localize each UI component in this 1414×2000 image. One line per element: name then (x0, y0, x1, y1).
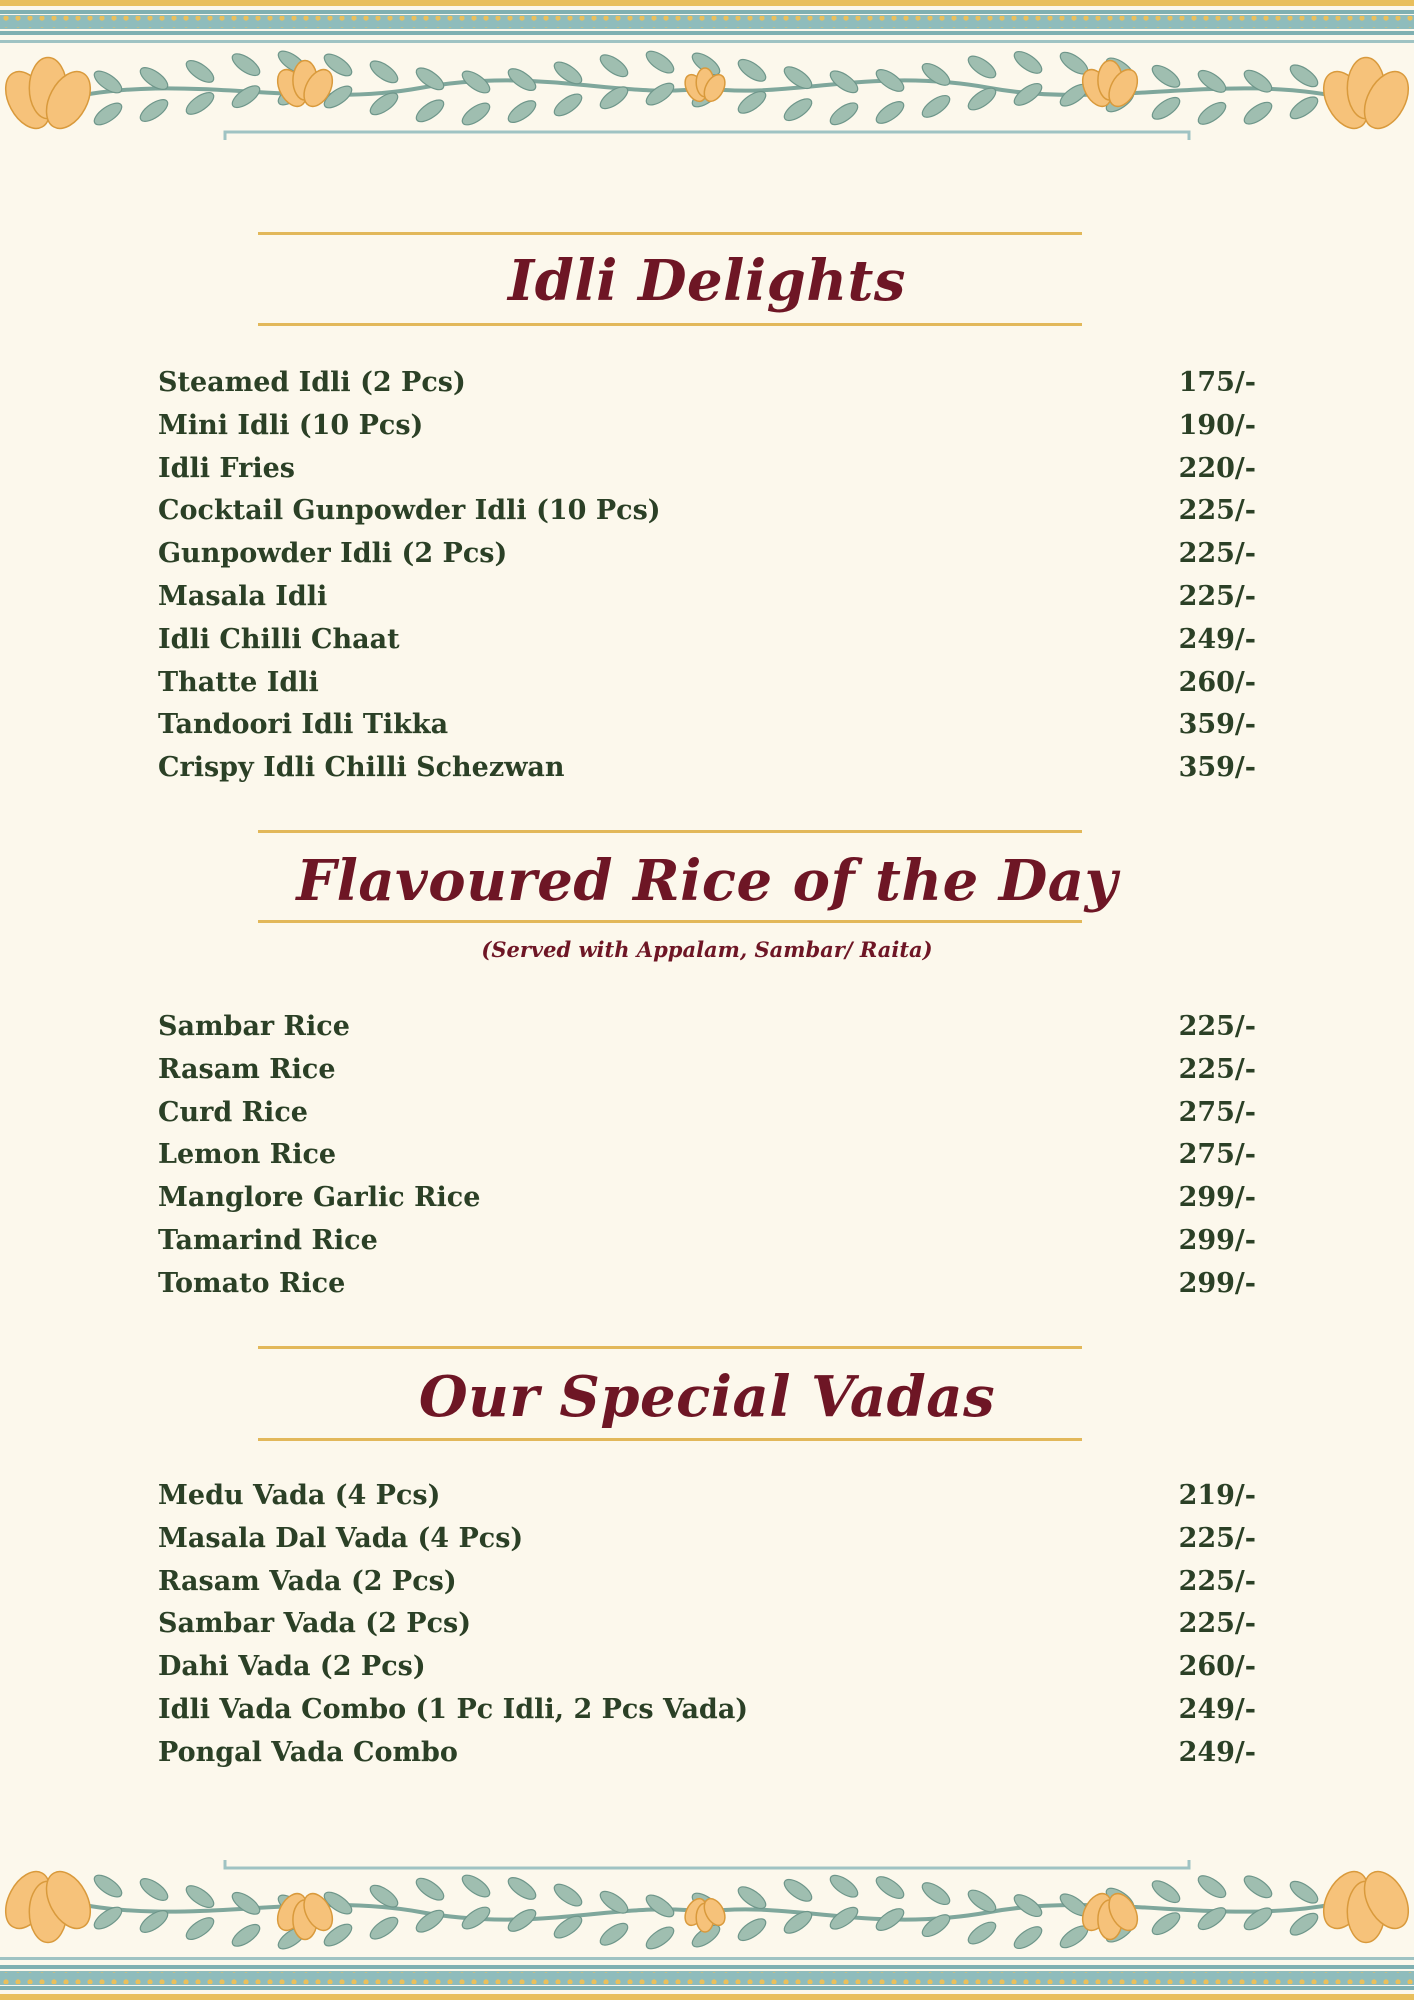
menu-item (158, 405, 1256, 448)
menu-item (158, 1049, 1256, 1092)
menu-item (158, 1092, 1256, 1135)
menu-item-price: 225/- (1178, 580, 1256, 612)
menu-item (158, 1006, 1256, 1049)
menu-item (158, 1220, 1256, 1263)
section-title: Idli Delights (508, 248, 906, 314)
heading-rule-bottom (258, 920, 1082, 923)
menu-item-name: Cocktail Gunpowder Idli (10 Pcs) (158, 495, 661, 527)
menu-item (158, 662, 1256, 705)
menu-item-list (158, 362, 1256, 790)
menu-item-name: Sambar Vada (2 Pcs) (158, 1608, 471, 1640)
menu-item (158, 533, 1256, 576)
section-subtitle: (Served with Appalam, Sambar/ Raita) (481, 937, 933, 962)
menu-item-price: 225/- (1178, 1608, 1256, 1640)
menu-item-name: Lemon Rice (158, 1139, 337, 1171)
menu-item-name: Tomato Rice (158, 1267, 346, 1299)
menu-item (158, 1561, 1256, 1604)
menu-item-name: Masala Idli (158, 580, 328, 612)
menu-item (158, 1646, 1256, 1689)
menu-item (158, 1518, 1256, 1561)
menu-item-price: 225/- (1178, 1522, 1256, 1554)
menu-item-price: 225/- (1178, 1053, 1256, 1085)
menu-item-name: Sambar Rice (158, 1011, 350, 1042)
menu-item-list (158, 1006, 1256, 1306)
menu-item-name: Idli Vada Combo (1 Pc Idli, 2 Pcs Vada) (158, 1693, 749, 1725)
menu-item (158, 1263, 1256, 1306)
menu-item-price: 260/- (1178, 1651, 1256, 1683)
menu-item-name: Medu Vada (4 Pcs) (158, 1480, 441, 1511)
menu-item-price: 249/- (1178, 1736, 1256, 1768)
section-title: Our Special Vadas (418, 1364, 996, 1430)
menu-item (158, 747, 1256, 790)
menu-item-name: Masala Dal Vada (4 Pcs) (158, 1522, 524, 1554)
menu-item-name: Tandoori Idli Tikka (158, 709, 449, 741)
menu-item-price: 299/- (1178, 1182, 1256, 1214)
heading-rule-bottom (258, 323, 1082, 326)
menu-item (158, 619, 1256, 662)
menu-item-name: Idli Chilli Chaat (158, 623, 400, 655)
menu-item-price: 249/- (1178, 1693, 1256, 1725)
heading-rule-bottom (258, 1438, 1082, 1441)
heading-rule-top (258, 1346, 1082, 1349)
menu-item-name: Crispy Idli Chilli Schezwan (158, 752, 565, 784)
menu-item-price: 275/- (1178, 1096, 1256, 1128)
menu-item (158, 1177, 1256, 1220)
floral-border-top (0, 0, 1414, 140)
menu-item-price: 219/- (1178, 1480, 1256, 1511)
menu-item-name: Pongal Vada Combo (158, 1736, 458, 1768)
menu-item-price: 225/- (1178, 538, 1256, 570)
menu-item-price: 225/- (1178, 1011, 1256, 1042)
menu-item (158, 1689, 1256, 1732)
menu-item (158, 1732, 1256, 1775)
menu-item-price: 225/- (1178, 1565, 1256, 1597)
menu-item-name: Gunpowder Idli (2 Pcs) (158, 538, 508, 570)
menu-item-price: 299/- (1178, 1224, 1256, 1256)
menu-item (158, 1134, 1256, 1177)
heading-rule-top (258, 830, 1082, 833)
menu-item-price: 260/- (1178, 666, 1256, 698)
menu-item (158, 576, 1256, 619)
menu-item-name: Rasam Vada (2 Pcs) (158, 1565, 457, 1597)
menu-item-price: 190/- (1178, 409, 1256, 441)
menu-item-price: 359/- (1178, 709, 1256, 741)
menu-item-name: Curd Rice (158, 1096, 308, 1128)
menu-item (158, 448, 1256, 491)
heading-rule-top (258, 232, 1082, 235)
menu-item-price: 359/- (1178, 752, 1256, 784)
menu-item-name: Idli Fries (158, 452, 295, 484)
menu-item-name: Steamed Idli (2 Pcs) (158, 367, 466, 398)
menu-item (158, 362, 1256, 405)
menu-item (158, 1603, 1256, 1646)
menu-item-price: 299/- (1178, 1267, 1256, 1299)
floral-border-bottom (0, 1860, 1414, 2000)
menu-item-list (158, 1475, 1256, 1775)
menu-item-name: Manglore Garlic Rice (158, 1182, 481, 1214)
menu-item-price: 225/- (1178, 495, 1256, 527)
section-title: Flavoured Rice of the Day (296, 848, 1118, 914)
menu-item-name: Rasam Rice (158, 1053, 336, 1085)
menu-item-name: Dahi Vada (2 Pcs) (158, 1651, 426, 1683)
menu-item-price: 220/- (1178, 452, 1256, 484)
menu-item (158, 704, 1256, 747)
menu-item-price: 275/- (1178, 1139, 1256, 1171)
menu-item-price: 249/- (1178, 623, 1256, 655)
menu-item-price: 175/- (1178, 367, 1256, 398)
menu-item-name: Thatte Idli (158, 666, 319, 698)
menu-item (158, 490, 1256, 533)
menu-item-name: Mini Idli (10 Pcs) (158, 409, 424, 441)
menu-item (158, 1475, 1256, 1518)
menu-item-name: Tamarind Rice (158, 1224, 378, 1256)
